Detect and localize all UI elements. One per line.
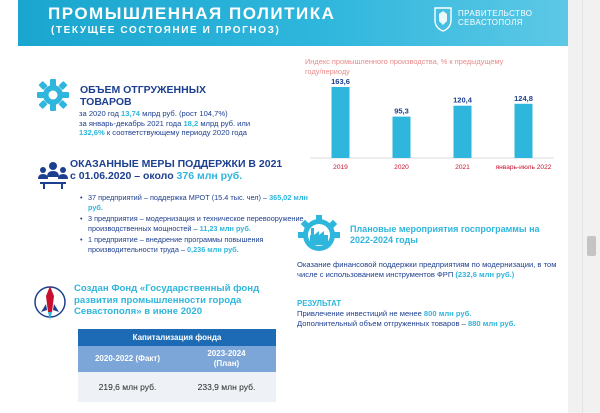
page-subtitle: (ТЕКУЩЕЕ СОСТОЯНИЕ И ПРОГНОЗ) bbox=[51, 25, 281, 36]
chart-data-label: 120,4 bbox=[453, 95, 472, 105]
chart-category-label: 2021 bbox=[455, 164, 470, 171]
coat-of-arms-icon bbox=[433, 6, 453, 32]
government-line1: ПРАВИТЕЛЬСТВО bbox=[458, 9, 533, 18]
column-fact: 2020-2022 (Факт) bbox=[94, 354, 160, 363]
fund-title: Создан Фонд «Государственный фонд развития промышленности города Севастополя» в июне 2020 bbox=[74, 283, 260, 317]
chart-category-label: январь-июль 2022 bbox=[495, 164, 552, 171]
programs-text: Оказание финансовой поддержки предприятиям по модернизации, в том числе с использованием инструментов ФРП (232,6 млн руб.) bbox=[297, 260, 557, 279]
chart-bar bbox=[393, 117, 411, 158]
support-title bbox=[70, 158, 300, 182]
chart-data-label: 163,6 bbox=[331, 76, 350, 86]
rocket-emblem-icon bbox=[32, 282, 68, 324]
chart-bar bbox=[454, 106, 472, 158]
result-list bbox=[297, 309, 567, 329]
support-title-line1: ОКАЗАННЫЕ МЕРЫ ПОДДЕРЖКИ В 2021 bbox=[70, 158, 283, 170]
list-item: Дополнительный объем отгруженных товаров – 880 млн руб. bbox=[297, 319, 516, 328]
chart-bar bbox=[515, 104, 533, 158]
chart-category-label: 2019 bbox=[333, 164, 348, 171]
people-icon bbox=[36, 160, 70, 190]
list-item: • 37 предприятий – поддержка МРОТ (15.4 тыс. чел) – 365,02 млн руб. bbox=[80, 193, 310, 212]
capitalization-table bbox=[78, 329, 276, 402]
government-line2: СЕВАСТОПОЛЯ bbox=[458, 18, 523, 27]
shipped-line-percent: 132,6% к соответствующему периоду 2020 года bbox=[79, 128, 248, 138]
production-index-chart bbox=[300, 74, 562, 178]
chart-data-label: 124,8 bbox=[514, 93, 533, 103]
vertical-scrollbar[interactable] bbox=[582, 0, 600, 413]
support-title-line2: с 01.06.2020 – около 376 млн руб. bbox=[70, 170, 243, 182]
value-plan: 233,9 млн руб. bbox=[197, 382, 256, 392]
support-list bbox=[80, 193, 310, 257]
gear-icon bbox=[36, 78, 70, 112]
chart-title: Индекс промышленного производства, % к предыдущему году/периоду bbox=[305, 57, 504, 76]
result-label: РЕЗУЛЬТАТ bbox=[297, 299, 342, 308]
table-row bbox=[78, 372, 276, 402]
capitalization-table-header: Капитализация фонда bbox=[78, 329, 276, 346]
chart-category-label: 2020 bbox=[394, 164, 409, 171]
government-label bbox=[458, 9, 532, 27]
shipped-line-2021: за январь-декабрь 2021 года 18,2 млрд руб. или bbox=[79, 118, 251, 128]
header-band bbox=[18, 0, 568, 46]
programs-title: Плановые мероприятия госпрограммы на 2022-2024 годы bbox=[350, 224, 540, 245]
shipped-line-2020: за 2020 год 13,74 млрд руб. (рост 104,7%) bbox=[79, 109, 228, 118]
value-fact: 219,6 млн руб. bbox=[98, 382, 157, 392]
shipped-goods-text bbox=[79, 109, 294, 138]
shipped-goods-title: ОБЪЕМ ОТГРУЖЕННЫХ ТОВАРОВ bbox=[80, 84, 206, 108]
list-item: • 3 предприятия – модернизация и техническое перевооружение производственных мощностей – 11,23 млн руб. bbox=[80, 214, 310, 233]
page-title: ПРОМЫШЛЕННАЯ ПОЛИТИКА bbox=[48, 4, 336, 23]
scrollbar-thumb[interactable] bbox=[587, 236, 596, 256]
chart-data-label: 95,3 bbox=[394, 106, 409, 116]
list-item: • 1 предприятие – внедрение программы повышения производительности труда – 0,236 млн руб. bbox=[80, 235, 310, 254]
factory-gear-icon bbox=[296, 213, 342, 253]
capitalization-table-columns bbox=[78, 346, 276, 372]
list-item: Привлечение инвестиций не менее 800 млн руб. bbox=[297, 309, 472, 318]
chart-bar bbox=[332, 87, 350, 158]
column-plan: 2023-2024 (План) bbox=[207, 349, 246, 368]
